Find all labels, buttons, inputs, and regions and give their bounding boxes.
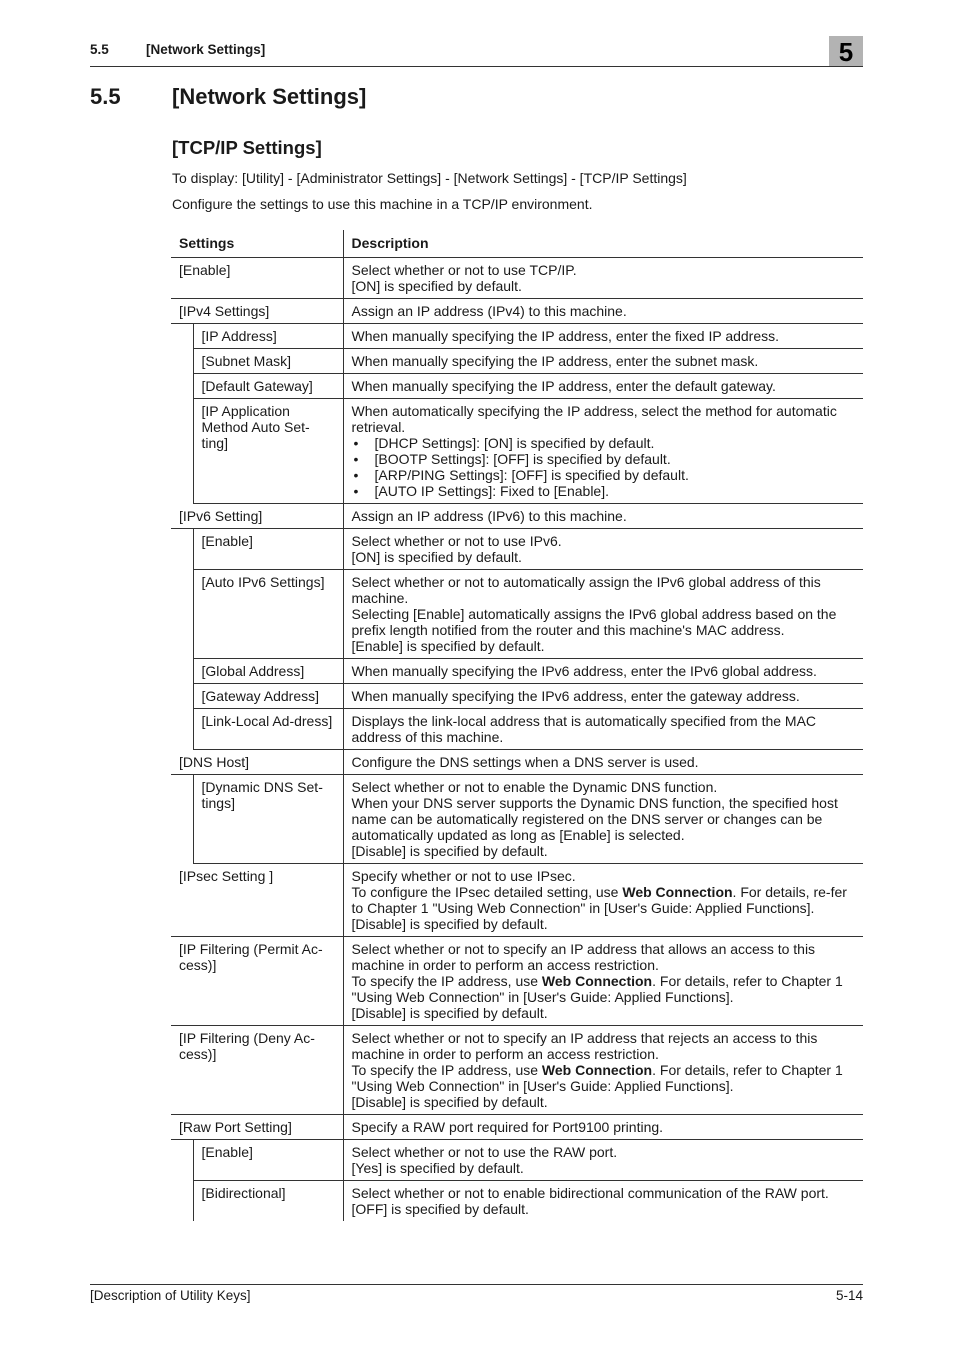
table-header-row [171, 230, 863, 258]
list-item: • [AUTO IP Settings]: Fixed to [Enable]. [352, 483, 855, 499]
indent-cell [171, 659, 193, 684]
web-connection-term: Web Connection [622, 884, 733, 900]
setting-description: Specify a RAW port required for Port9100 printing. [343, 1115, 863, 1140]
setting-name: [Enable] [193, 529, 343, 570]
section-heading [90, 84, 366, 110]
setting-name: [IP Address] [193, 324, 343, 349]
indent-cell [171, 374, 193, 399]
setting-description: Displays the link-local address that is automatically specified from the MAC address of this machine. [343, 709, 863, 750]
settings-table [171, 230, 863, 1221]
table-row [171, 775, 863, 864]
bullet-list [352, 435, 855, 499]
list-item: • [ARP/PING Settings]: [OFF] is specified by default. [352, 467, 855, 483]
table-row [171, 299, 863, 324]
setting-name: [IPv4 Settings] [171, 299, 343, 324]
footer-chapter-title: [Description of Utility Keys] [90, 1288, 251, 1303]
setting-name: [Enable] [171, 258, 343, 299]
indent-cell [171, 1181, 193, 1222]
setting-description: Assign an IP address (IPv6) to this machine. [343, 504, 863, 529]
setting-description: Select whether or not to use IPv6. [ON] is specified by default. [343, 529, 863, 570]
table-row [171, 1115, 863, 1140]
description-column-header: Description [343, 230, 863, 258]
table-row [171, 659, 863, 684]
settings-column-header: Settings [171, 230, 343, 258]
setting-name: [Default Gateway] [193, 374, 343, 399]
setting-name: [IP Filtering (Deny Ac-cess)] [171, 1026, 343, 1115]
setting-description: When manually specifying the IP address, enter the fixed IP address. [343, 324, 863, 349]
table-row [171, 684, 863, 709]
running-header-text [90, 42, 265, 57]
setting-description: When manually specifying the IPv6 address, enter the gateway address. [343, 684, 863, 709]
setting-name: [IPsec Setting ] [171, 864, 343, 937]
indent-cell [171, 324, 193, 349]
setting-name: [Global Address] [193, 659, 343, 684]
setting-name: [Bidirectional] [201, 1185, 286, 1201]
setting-name: [IP Filtering (Permit Ac-cess)] [171, 937, 343, 1026]
indent-cell [171, 399, 193, 504]
setting-name: [Subnet Mask] [193, 349, 343, 374]
indent-cell [171, 775, 193, 864]
section-heading-number: 5.5 [90, 84, 121, 109]
table-row [171, 504, 863, 529]
setting-description: When manually specifying the IP address, enter the subnet mask. [343, 349, 863, 374]
chapter-number-badge: 5 [829, 36, 863, 66]
setting-description: Select whether or not to automatically assign the IPv6 global address of this machine. Selecting [Enable] automatically assigns the IPv6 global address based on the prefix length notified from the router and this machine's MAC address. [Enable] is specified by default. [343, 570, 863, 659]
indent-cell [171, 349, 193, 374]
setting-description: Specify whether or not to use IPsec. To configure the IPsec detailed setting, use Web Connection. For details, re-fer to Chapter 1 "Using Web Connection" in [User's Guide: Applied Functions]. [Disable] is specified by default. [343, 864, 863, 937]
subsection-heading: [TCP/IP Settings] [172, 137, 322, 158]
setting-description: When manually specifying the IP address, enter the default gateway. [343, 374, 863, 399]
section-heading-title: [Network Settings] [172, 84, 367, 109]
setting-description: Select whether or not to enable bidirectional communication of the RAW port. [OFF] is specified by default. [343, 1181, 863, 1222]
table-row [171, 750, 863, 775]
table-row [171, 570, 863, 659]
table-row [171, 1026, 863, 1115]
setting-name: [DNS Host] [171, 750, 343, 775]
running-header [90, 36, 863, 67]
setting-name: [Gateway Address] [193, 684, 343, 709]
header-section-title: [Network Settings] [146, 42, 266, 57]
list-item: • [DHCP Settings]: [ON] is specified by default. [352, 435, 855, 451]
table-row [171, 399, 863, 504]
setting-description: Select whether or not to enable the Dynamic DNS function. When your DNS server supports the Dynamic DNS function, the specified host name can be automatically registered on the DNS server or changes can be automatically updated as long as [Enable] is selected. [Disable] is specified by default. [343, 775, 863, 864]
indent-cell [171, 1140, 193, 1181]
table-row [171, 709, 863, 750]
table-row [171, 864, 863, 937]
table-row [171, 937, 863, 1026]
display-path-paragraph: To display: [Utility] - [Administrator Settings] - [Network Settings] - [TCP/IP Settings] [172, 170, 687, 186]
setting-description: Select whether or not to use the RAW port. [Yes] is specified by default. [343, 1140, 863, 1181]
intro-paragraph: Configure the settings to use this machine in a TCP/IP environment. [172, 196, 593, 212]
header-section-number: 5.5 [90, 42, 109, 57]
indent-cell [171, 570, 193, 659]
setting-name: [Enable] [193, 1140, 343, 1181]
setting-description: When manually specifying the IPv6 address, enter the IPv6 global address. [343, 659, 863, 684]
table-row [171, 1140, 863, 1181]
table-row [171, 1181, 863, 1222]
setting-name: [Auto IPv6 Settings] [193, 570, 343, 659]
table-row [171, 529, 863, 570]
table-row [171, 324, 863, 349]
setting-description: Configure the DNS settings when a DNS server is used. [343, 750, 863, 775]
setting-description: When automatically specifying the IP address, select the method for automatic retrieval. • [DHCP Settings]: [ON] is specified by default. • [BOOTP Settings]: [OFF] is specified by default. • [ARP/PING Settings]: [OFF] is specified by default. • [AUTO IP Settings]: Fixed to [Enable]. [343, 399, 863, 504]
setting-name: [Raw Port Setting] [171, 1115, 343, 1140]
list-item: • [BOOTP Settings]: [OFF] is specified by default. [352, 451, 855, 467]
setting-name: [IP Application Method Auto Set-ting] [193, 399, 343, 504]
setting-name: [IPv6 Setting] [171, 504, 343, 529]
web-connection-term: Web Connection [541, 1062, 653, 1078]
setting-description: Select whether or not to use TCP/IP. [ON] is specified by default. [343, 258, 863, 299]
table-row [171, 374, 863, 399]
indent-cell [171, 709, 193, 750]
page-footer [90, 1284, 863, 1303]
indent-cell [171, 529, 193, 570]
web-connection-term: Web Connection [541, 973, 653, 989]
setting-description: Select whether or not to specify an IP address that allows an access to this machine in order to perform an access restriction. To specify the IP address, use Web Connection. For details, refer to Chapter 1 "Using Web Connection" in [User's Guide: Applied Functions]. [Disable] is specified by default. [343, 937, 863, 1026]
table-row [171, 258, 863, 299]
setting-description: Select whether or not to specify an IP address that rejects an access to this machine in order to perform an access restriction. To specify the IP address, use Web Connection. For details, refer to Chapter 1 "Using Web Connection" in [User's Guide: Applied Functions]. [Disable] is specified by default. [343, 1026, 863, 1115]
table-row [171, 349, 863, 374]
indent-cell [171, 684, 193, 709]
page-number: 5-14 [835, 1288, 863, 1303]
setting-name: [Dynamic DNS Set-tings] [193, 775, 343, 864]
setting-description: Assign an IP address (IPv4) to this machine. [343, 299, 863, 324]
setting-name: [Link-Local Ad-dress] [193, 709, 343, 750]
